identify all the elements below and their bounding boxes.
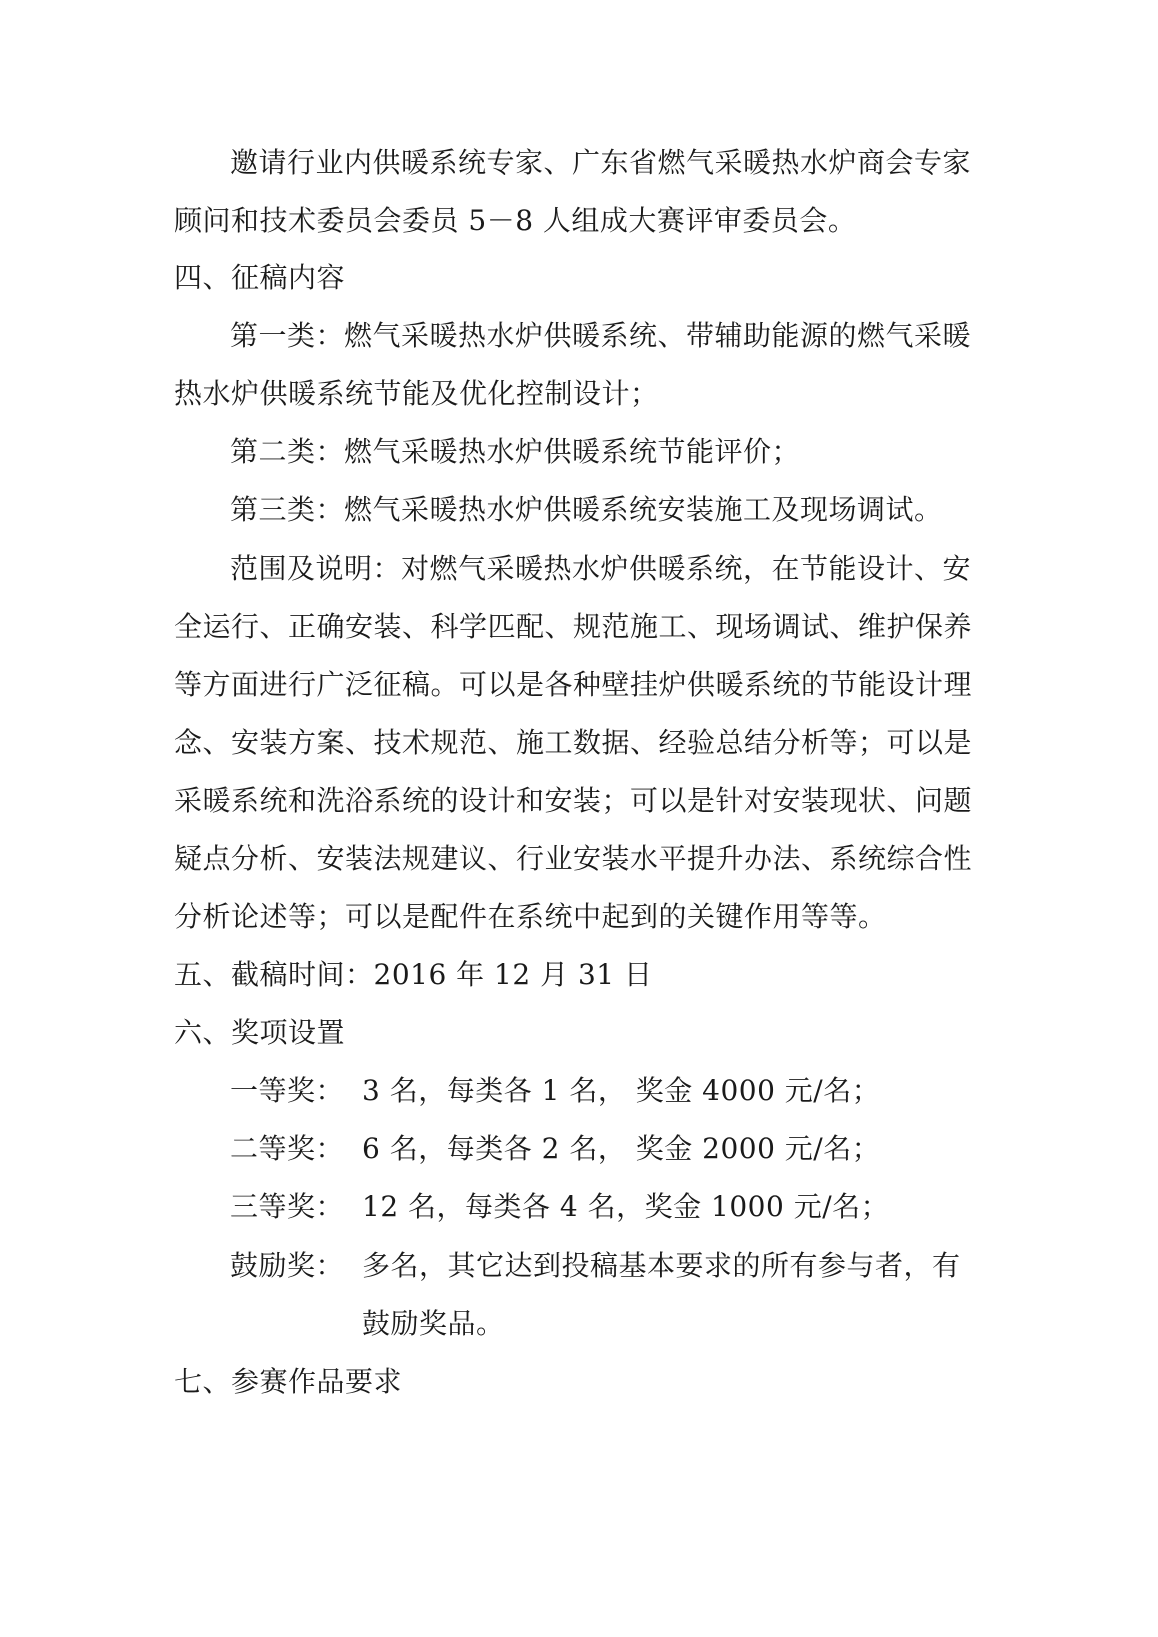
section-heading-deadline: 五、截稿时间：2016 年 12 月 31 日	[174, 958, 653, 991]
prize-detail-continuation: 鼓励奖品。	[362, 1307, 505, 1340]
prize-detail-first: 3 名，每类各 1 名， 奖金 4000 元/名；	[362, 1074, 881, 1107]
paragraph-line: 全运行、正确安装、科学匹配、规范施工、现场调试、维护保养	[174, 610, 973, 643]
prize-label-second: 二等奖：	[230, 1132, 345, 1165]
category-one: 第一类：燃气采暖热水炉供暖系统、带辅助能源的燃气采暖	[230, 319, 972, 352]
paragraph-line: 邀请行业内供暖系统专家、广东省燃气采暖热水炉商会专家	[230, 146, 972, 179]
paragraph-line: 等方面进行广泛征稿。可以是各种壁挂炉供暖系统的节能设计理	[174, 668, 973, 701]
paragraph-line: 疑点分析、安装法规建议、行业安装水平提升办法、系统综合性	[174, 842, 973, 875]
category-two: 第二类：燃气采暖热水炉供暖系统节能评价；	[230, 435, 801, 468]
section-heading-awards: 六、奖项设置	[174, 1016, 346, 1049]
prize-label-third: 三等奖：	[230, 1190, 345, 1223]
prize-label-encouragement: 鼓励奖：	[230, 1249, 345, 1282]
paragraph-line: 分析论述等；可以是配件在系统中起到的关键作用等等。	[174, 900, 887, 933]
prize-label-first: 一等奖：	[230, 1074, 345, 1107]
prize-detail-encouragement: 多名，其它达到投稿基本要求的所有参与者，有	[362, 1249, 961, 1282]
prize-detail-third: 12 名，每类各 4 名，奖金 1000 元/名；	[362, 1190, 890, 1223]
paragraph-line: 采暖系统和洗浴系统的设计和安装；可以是针对安装现状、问题	[174, 784, 973, 817]
paragraph-line: 念、安装方案、技术规范、施工数据、经验总结分析等；可以是	[174, 726, 973, 759]
category-three: 第三类：燃气采暖热水炉供暖系统安装施工及现场调试。	[230, 493, 943, 526]
prize-detail-second: 6 名，每类各 2 名， 奖金 2000 元/名；	[362, 1132, 881, 1165]
paragraph-line: 热水炉供暖系统节能及优化控制设计；	[174, 377, 659, 410]
scope-description: 范围及说明：对燃气采暖热水炉供暖系统，在节能设计、安	[230, 552, 972, 585]
paragraph-line: 顾问和技术委员会委员 5－8 人组成大赛评审委员会。	[174, 204, 857, 237]
section-heading-requirements: 七、参赛作品要求	[174, 1365, 403, 1398]
section-heading-content: 四、征稿内容	[174, 261, 346, 294]
